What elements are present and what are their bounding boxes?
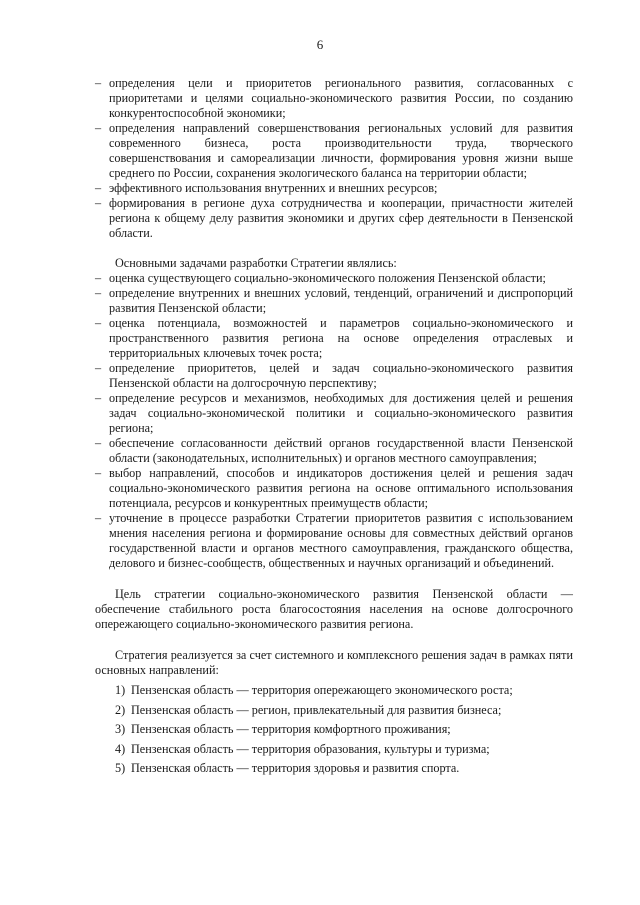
list-item: – формирования в регионе духа сотрудничества и кооперации, причастности жителей региона к общему делу развития экономики и других сфер деятельности в Пензенской области.: [95, 196, 573, 241]
list-item: – определение внутренних и внешних условий, тенденций, ограничений и диспропорций развития Пензенской области;: [95, 286, 573, 316]
document-body: [95, 76, 573, 781]
list-item-number: 3): [115, 722, 126, 736]
tasks-intro: Основными задачами разработки Стратегии являлись:: [115, 256, 397, 270]
list-item: – определение приоритетов, целей и задач социально-экономического развития Пензенской области на долгосрочную перспективу;: [95, 361, 573, 391]
list-item: – обеспечение согласованности действий органов государственной власти Пензенской области (законодательных, исполнительных) и органов местного самоуправления;: [95, 436, 573, 466]
list-item: [95, 683, 573, 698]
tasks-list: [95, 271, 573, 571]
list-item-number: 1): [115, 683, 126, 697]
page-number: 6: [316, 37, 324, 52]
list-item: – эффективного использования внутренних и внешних ресурсов;: [95, 181, 573, 196]
list-item: – определения направлений совершенствования региональных условий для развития современного бизнеса, роста производительности труда, творческого совершенствования и самореализации личности, формирования уровня жизни выше среднего по России, сохранения экологического баланса на территории области;: [95, 121, 573, 181]
directions-intro: Стратегия реализуется за счет системного и комплексного решения задач в рамках пяти основных направлений:: [95, 648, 573, 677]
list-item-text: Пензенская область — территория комфортного проживания;: [131, 722, 451, 736]
list-item-text: Пензенская область — регион, привлекательный для развития бизнеса;: [131, 702, 502, 717]
list-item-text: Пензенская область — территория опережающего экономического роста;: [131, 683, 513, 697]
list-item-number: 5): [115, 761, 126, 775]
list-item-text: Пензенская область — территория здоровья и развития спорта.: [131, 761, 460, 775]
goal-paragraph: Цель стратегии социально-экономического развития Пензенской области — обеспечение стабильного роста благосостояния населения на основе долгосрочного опережающего социально-экономического развития региона.: [95, 587, 573, 631]
list-item-text: Пензенская область — территория образования, культуры и туризма;: [131, 741, 490, 756]
list-item: – определения цели и приоритетов регионального развития, согласованных с приоритетами и целями социально-экономического развития России, по созданию конкурентоспособной экономики;: [95, 76, 573, 121]
list-item: – оценка существующего социально-экономического положения Пензенской области;: [95, 271, 573, 286]
list-item: [95, 703, 573, 718]
list-item-number: 4): [115, 741, 126, 756]
list-item: – оценка потенциала, возможностей и параметров социально-экономического и пространственного развития региона на основе определения отраслевых и территориальных ключевых точек роста;: [95, 316, 573, 361]
goals-list: [95, 76, 573, 241]
list-item: – выбор направлений, способов и индикаторов достижения целей и решения задач социально-экономического развития региона на основе оптимального использования потенциала, ресурсов и конкурентных преимуществ области;: [95, 466, 573, 511]
list-item: – определение ресурсов и механизмов, необходимых для достижения целей и решения задач социально-экономической политики и социально-экономического развития региона;: [95, 391, 573, 436]
list-item-number: 2): [115, 702, 126, 717]
list-item: [95, 761, 573, 776]
list-item: [95, 722, 573, 737]
list-item: [95, 742, 573, 757]
directions-list: [95, 683, 573, 776]
list-item: – уточнение в процессе разработки Стратегии приоритетов развития с использованием мнения населения региона и формирование основы для совместных действий органов государственной власти и органов местного самоуправления, гражданского общества, делового и бизнес-сообществ, общественных и научных организаций и объединений.: [95, 511, 573, 571]
